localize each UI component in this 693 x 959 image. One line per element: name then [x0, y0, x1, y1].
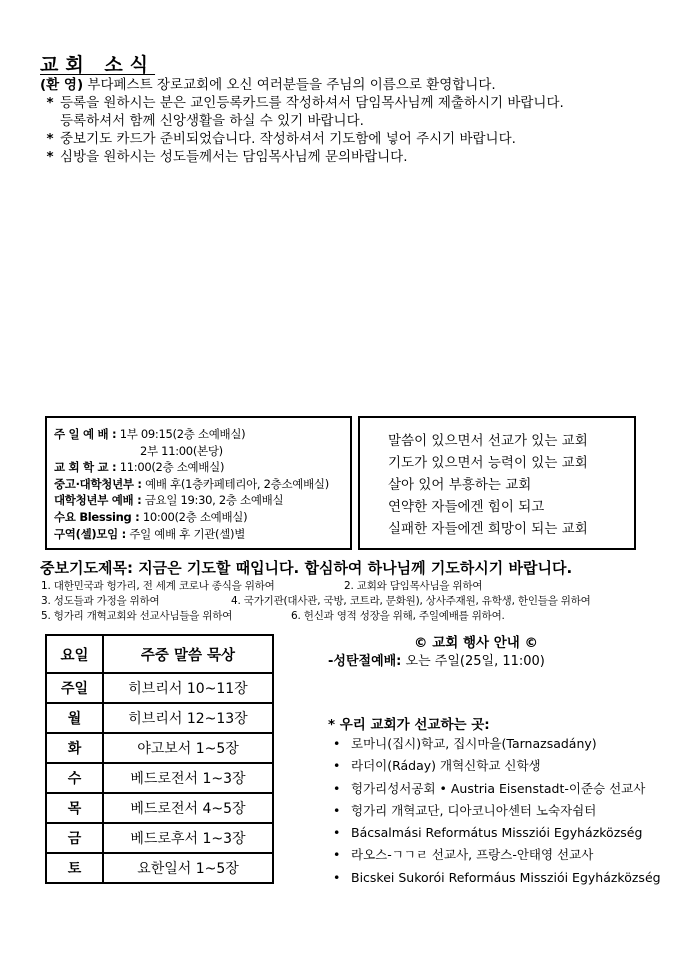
list-item: • Bicskei Sukorói Reformáus Missziói Egyházközség [333, 867, 661, 889]
star-marker: * [46, 95, 54, 111]
table-row: 화 야고보서 1~5장 [46, 733, 273, 763]
bullet-marker: • [333, 802, 341, 818]
schedule-row: 2부 11:00(본당) [140, 443, 223, 458]
bullet-marker: • [333, 758, 341, 774]
prayer-list [41, 579, 661, 625]
schedule-row: 구역(셀)모임 : 주일 예배 후 기관(셀)별 [54, 526, 246, 541]
column-header-reading: 주중 말씀 묵상 [103, 635, 273, 673]
prayer-item: 4. 국가기관(대사관, 국방, 코트라, 문화원), 상사주재원, 유학생, 한인들을 위하여 [231, 595, 591, 607]
motto-line: 말씀이 있으면서 선교가 있는 교회 [388, 433, 588, 449]
list-item: • 헝가리 개혁교단, 디아코니아센터 노숙자쉼터 [333, 800, 661, 822]
bullet-marker: • [333, 736, 341, 751]
motto-line: 살아 있어 부흥하는 교회 [388, 477, 532, 493]
schedule-row: 교 회 학 교 : 11:00(2층 소예배실) [54, 460, 225, 475]
motto-line: 연약한 자들에겐 힘이 되고 [388, 499, 545, 515]
weekly-bible-reading-table [45, 634, 274, 884]
prayer-label: 중보기도제목: [40, 559, 133, 577]
welcome-label: (환 영) [40, 77, 84, 93]
table-row: 수 베드로전서 1~3장 [46, 763, 273, 793]
notice-item: * 심방을 원하시는 성도들께서는 담임목사님께 문의바랍니다. [40, 148, 564, 166]
table-row: 월 히브리서 12~13장 [46, 703, 273, 733]
mission-heading: * 우리 교회가 선교하는 곳: [328, 717, 490, 733]
motto-line: 기도가 있으면서 능력이 있는 교회 [388, 455, 588, 471]
schedule-row: 중고·대학청년부 : 예배 후(1층카페테리아, 2층소예배실) [54, 476, 329, 491]
event-text: 오는 주일(25일, 11:00) [405, 654, 545, 669]
section-title: 교회 소식 [40, 54, 156, 76]
star-marker: * [46, 131, 54, 147]
prayer-item: 3. 성도들과 가정을 위하여 [41, 595, 160, 607]
prayer-text: 지금은 기도할 때입니다. 합심하여 하나님께 기도하시기 바랍니다. [138, 559, 573, 577]
prayer-heading [40, 557, 572, 578]
schedule-row: 수요 Blessing : 10:00(2층 소예배실) [54, 509, 248, 524]
schedule-row: 대학청년부 예배 : 금요일 19:30, 2층 소예배실 [54, 493, 284, 508]
bullet-marker: • [333, 780, 341, 796]
list-item: • 라더이(Ráday) 개혁신학교 신학생 [333, 755, 661, 777]
notice-item: * 등록을 원하시는 분은 교인등록카드를 작성하셔서 담임목사님께 제출하시기 바랍니다. [40, 94, 564, 112]
event-heading: © 교회 행사 안내 © [414, 635, 539, 651]
list-item: • 헝가리성서공회 • Austria Eisenstadt-이준승 선교사 [333, 778, 661, 800]
church-motto-box [358, 416, 636, 550]
prayer-item: 5. 헝가리 개혁교회와 선교사님들을 위하여 [41, 610, 233, 622]
bullet-marker: • [333, 847, 341, 863]
table-header-row [46, 635, 273, 673]
table-row: 금 베드로후서 1~3장 [46, 823, 273, 853]
notice-item-continuation: 등록하셔서 함께 신앙생활을 하실 수 있기 바랍니다. [60, 113, 364, 129]
table-row: 주일 히브리서 10~11장 [46, 673, 273, 703]
notice-block [40, 76, 564, 166]
prayer-item: 6. 헌신과 영적 성장을 위해, 주일예배를 위하여. [291, 610, 505, 622]
prayer-item: 1. 대한민국과 헝가리, 전 세계 코로나 종식을 위하여 [41, 580, 275, 592]
list-item: • 라오스-ㄱㄱㄹ 선교사, 프랑스-안태영 선교사 [333, 844, 661, 866]
worship-schedule-box [45, 416, 352, 550]
bullet-marker: • [333, 869, 341, 885]
list-item: • Bácsalmási Református Missziói Egyházközség [333, 822, 661, 844]
column-header-day: 요일 [46, 635, 103, 673]
welcome-line [40, 76, 564, 94]
event-label: -성탄절예배: [328, 654, 402, 669]
bullet-marker: • [333, 825, 341, 841]
star-marker: * [46, 149, 54, 165]
table-row: 토 요한일서 1~5장 [46, 853, 273, 883]
prayer-item: 2. 교회와 담임목사님을 위하여 [344, 580, 483, 592]
notice-item: * 중보기도 카드가 준비되었습니다. 작성하셔서 기도함에 넣어 주시기 바랍니다. [40, 130, 564, 148]
list-item: • 로마니(집시)학교, 집시마을(Tarnazsadány) [333, 733, 661, 755]
event-item [328, 650, 545, 669]
motto-line: 실패한 자들에겐 희망이 되는 교회 [388, 521, 588, 537]
mission-list [333, 733, 661, 889]
table-row: 목 베드로전서 4~5장 [46, 793, 273, 823]
schedule-row: 주 일 예 배 : 1부 09:15(2층 소예배실) [54, 427, 246, 441]
welcome-text: 부다페스트 장로교회에 오신 여러분들을 주님의 이름으로 환영합니다. [87, 77, 496, 93]
